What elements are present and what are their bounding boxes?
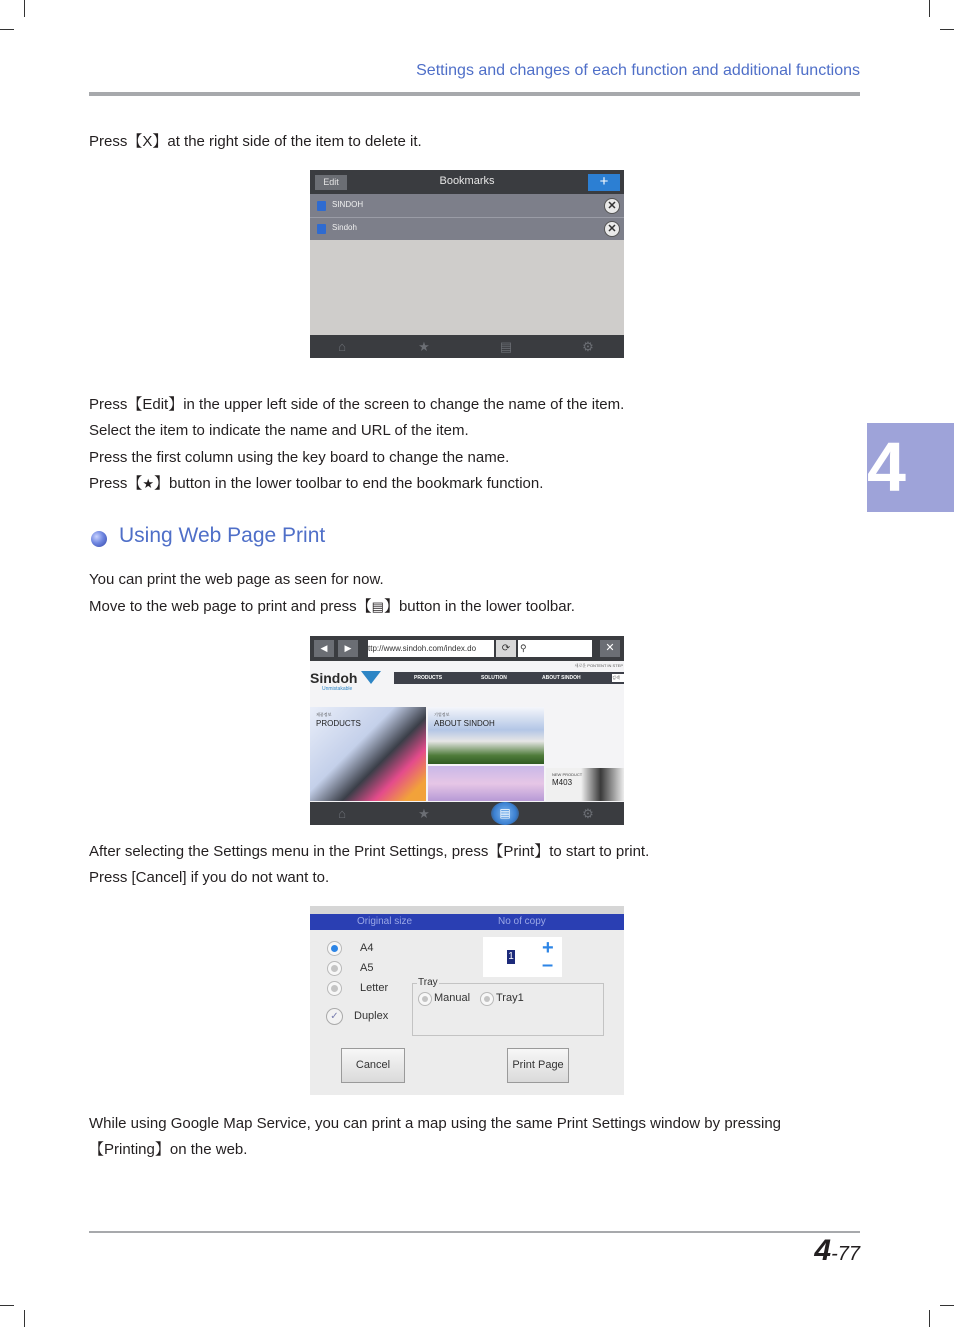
section-title: Using Web Page Print	[119, 524, 326, 547]
printer-icon: ▤	[371, 599, 384, 614]
delete-icon[interactable]: ✕	[604, 221, 620, 237]
duplex-label: Duplex	[354, 1010, 389, 1022]
new-product-tile[interactable]	[546, 768, 624, 801]
crop-mark	[929, 0, 930, 17]
paragraph-delete-item: Press【X】at the right side of the item to delete it.	[89, 133, 422, 150]
delete-icon[interactable]: ✕	[604, 198, 620, 214]
paragraph-edit-3: Press the first column using the key board to change the name.	[89, 449, 510, 466]
paragraph-edit-2: Select the item to indicate the name and URL of the item.	[89, 422, 469, 439]
back-icon[interactable]: ◀	[314, 640, 334, 657]
search-input[interactable]	[518, 640, 592, 657]
crop-mark	[0, 29, 14, 30]
document-icon	[317, 224, 326, 234]
tray-radio-tray1[interactable]	[480, 992, 494, 1006]
paragraph-settings-2: Press [Cancel] if you do not want to.	[89, 869, 330, 886]
tile-caption: NEW PRODUCT	[552, 772, 583, 777]
search-icon: ⚲	[520, 643, 527, 653]
top-note: 새로운 PONTENT IN STEP	[574, 663, 623, 668]
site-menu	[394, 672, 624, 684]
browser-navbar	[310, 636, 624, 661]
chapter-number: 4	[867, 428, 906, 506]
print-settings-header	[310, 914, 624, 930]
crop-mark	[24, 0, 25, 17]
bookmark-list	[310, 194, 624, 240]
footer-rule	[89, 1231, 860, 1233]
lower-toolbar	[310, 802, 624, 825]
text: Press【	[89, 475, 143, 492]
page-chapter: 4	[814, 1234, 832, 1267]
tile-label: PRODUCTS	[316, 719, 361, 728]
crop-mark	[940, 29, 954, 30]
size-radio-a4[interactable]	[327, 941, 342, 956]
tile-label: M403	[552, 778, 573, 787]
url-input[interactable]: ttp://www.sindoh.com/index.do	[368, 640, 494, 657]
products-tile[interactable]	[310, 707, 426, 801]
bookmark-item[interactable]	[310, 194, 624, 217]
gear-icon[interactable]: ⚙	[582, 806, 594, 821]
home-icon[interactable]: ⌂	[338, 806, 346, 821]
page-index: -77	[831, 1243, 860, 1265]
paragraph-map-1: While using Google Map Service, you can print a map using the same Print Settings window by pressing	[89, 1115, 782, 1132]
paragraph-print-2	[89, 597, 575, 617]
logo-mark-icon	[361, 671, 381, 684]
size-label: Letter	[360, 982, 389, 994]
bookmark-item[interactable]	[310, 217, 624, 240]
bookmarks-screenshot	[310, 170, 624, 358]
section-bullet-icon	[91, 531, 107, 547]
size-radio-a5[interactable]	[327, 961, 342, 976]
printer-icon[interactable]: ▤	[499, 339, 513, 354]
paragraph-settings-1: After selecting the Settings menu in the Print Settings, press【Print】to start to print.	[89, 843, 650, 860]
document-icon	[317, 201, 326, 211]
size-label: A5	[360, 962, 374, 974]
browser-screenshot	[310, 636, 624, 825]
chapter-tab	[867, 423, 954, 512]
star-icon[interactable]: ★	[418, 806, 430, 821]
text: 】button in the lower toolbar.	[383, 598, 575, 615]
radio-dot	[331, 965, 338, 972]
print-settings-screenshot	[310, 906, 624, 1095]
menu-search-box[interactable]: 검색	[612, 674, 624, 682]
paragraph-map-2: 【Printing】on the web.	[89, 1141, 248, 1158]
menu-item[interactable]: PRODUCTS	[414, 675, 443, 681]
top-strip	[310, 906, 624, 914]
edit-button[interactable]: Edit	[315, 175, 347, 190]
paragraph-edit-1: Press【Edit】in the upper left side of the screen to change the name of the item.	[89, 396, 625, 413]
tray-option-label: Tray1	[496, 992, 524, 1004]
running-header: Settings and changes of each function and additional functions	[416, 62, 860, 79]
printer-icon[interactable]: ▤	[491, 802, 519, 825]
paragraph-edit-4	[89, 474, 543, 494]
menu-item[interactable]: ABOUT SINDOH	[542, 675, 581, 681]
size-radio-letter[interactable]	[327, 981, 342, 996]
bookmark-label: Sindoh	[332, 223, 357, 232]
tray-option-label: Manual	[434, 992, 471, 1004]
star-icon: ★	[142, 476, 154, 491]
original-size-heading: Original size	[357, 916, 413, 927]
brand-logo: Sindoh	[310, 670, 358, 686]
cancel-button[interactable]: Cancel	[341, 1048, 405, 1083]
bookmarks-titlebar	[310, 170, 624, 194]
radio-dot	[422, 996, 428, 1002]
duplex-checkbox[interactable]: ✓	[326, 1008, 343, 1025]
crop-mark	[0, 1305, 14, 1306]
tile-caption: 기업정보	[434, 712, 450, 717]
print-page-button[interactable]: Print Page	[507, 1048, 569, 1083]
crop-mark	[929, 1310, 930, 1327]
about-tile[interactable]	[428, 707, 544, 764]
text: Move to the web page to print and press【	[89, 598, 372, 615]
text: 】button in the lower toolbar to end the bookmark function.	[154, 475, 544, 492]
radio-dot	[484, 996, 490, 1002]
minus-icon[interactable]: –	[542, 954, 554, 976]
star-icon[interactable]: ★	[418, 339, 430, 354]
tray-group	[412, 983, 604, 1036]
forward-icon[interactable]: ▶	[338, 640, 358, 657]
radio-dot	[331, 985, 338, 992]
crop-mark	[24, 1310, 25, 1327]
crop-mark	[940, 1305, 954, 1306]
header-rule	[89, 92, 860, 96]
close-icon[interactable]: ✕	[600, 640, 620, 657]
paragraph-print-1: You can print the web page as seen for now.	[89, 571, 384, 588]
lower-toolbar	[310, 335, 624, 358]
copies-heading: No of copy	[498, 916, 546, 927]
radio-dot	[331, 945, 338, 952]
menu-item[interactable]: SOLUTION	[481, 675, 507, 681]
tray-label: Tray	[418, 977, 438, 988]
plus-icon[interactable]: +	[542, 937, 554, 959]
tile-caption: 제품정보	[316, 712, 332, 717]
bookmarks-title: Bookmarks	[439, 175, 495, 187]
page-number	[814, 1234, 860, 1268]
gear-icon[interactable]: ⚙	[582, 339, 594, 354]
size-label: A4	[360, 942, 374, 954]
bookmark-label: SINDOH	[332, 200, 364, 209]
copies-stepper[interactable]	[483, 937, 562, 977]
tray-radio-manual[interactable]	[418, 992, 432, 1006]
add-bookmark-button[interactable]: +	[588, 174, 620, 191]
brand-tagline: Unmistakable	[322, 686, 353, 692]
reload-icon[interactable]: ⟳	[496, 640, 516, 657]
banner-tile[interactable]	[428, 766, 544, 801]
tile-label: ABOUT SINDOH	[434, 719, 495, 728]
home-icon[interactable]: ⌂	[338, 339, 346, 354]
copies-value[interactable]: 1	[508, 951, 514, 962]
